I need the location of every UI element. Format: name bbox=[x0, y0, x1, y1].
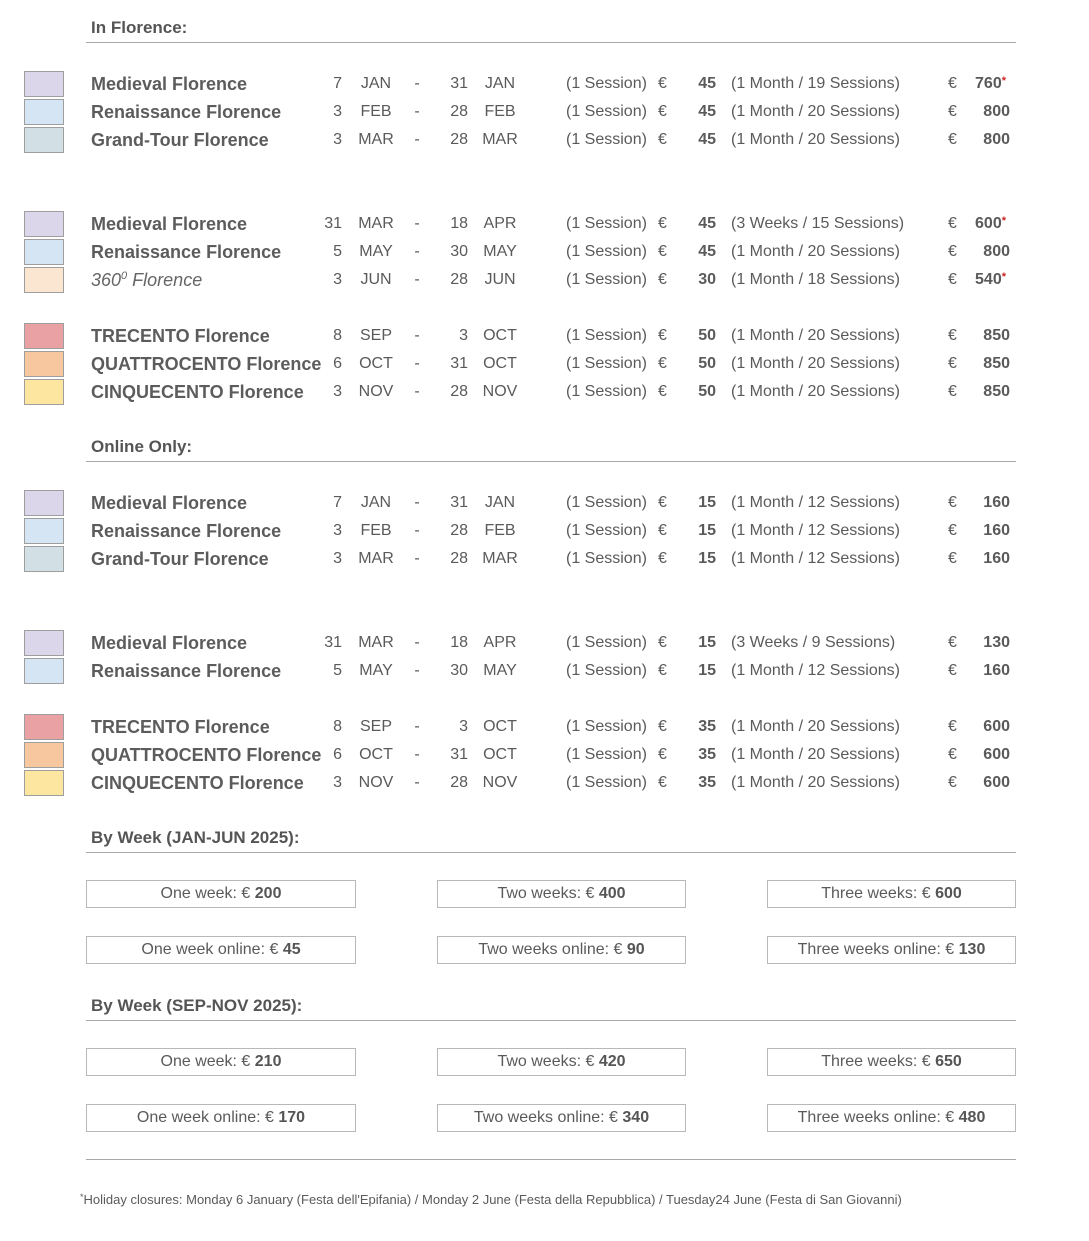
course-row bbox=[0, 126, 1089, 154]
week-price-value: 130 bbox=[958, 941, 986, 958]
week-price-box bbox=[437, 880, 686, 908]
euro-sign: € bbox=[948, 75, 957, 92]
divider bbox=[86, 1020, 1016, 1021]
session-label: (1 Session) bbox=[566, 774, 647, 791]
course-name: Grand-Tour Florence bbox=[91, 130, 269, 150]
package-label: (1 Month / 20 Sessions) bbox=[731, 327, 900, 344]
session-price: 50 bbox=[698, 355, 716, 372]
course-name: Grand-Tour Florence bbox=[91, 549, 269, 569]
package-label: (1 Month / 20 Sessions) bbox=[731, 774, 900, 791]
euro-sign: € bbox=[948, 243, 957, 260]
course-name-number: 360 bbox=[91, 270, 122, 290]
start-day: 7 bbox=[333, 75, 342, 92]
package-label: (1 Month / 19 Sessions) bbox=[731, 75, 900, 92]
session-price: 45 bbox=[698, 215, 716, 232]
euro-sign: € bbox=[948, 774, 957, 791]
end-day: 28 bbox=[450, 271, 468, 288]
course-row bbox=[0, 545, 1089, 573]
package-price: 600 bbox=[983, 718, 1010, 735]
week-price-box bbox=[767, 936, 1016, 964]
session-price: 45 bbox=[698, 131, 716, 148]
euro-sign: € bbox=[658, 718, 667, 735]
package-price-value: 540 bbox=[975, 271, 1002, 288]
week-price-box bbox=[437, 1048, 686, 1076]
session-label: (1 Session) bbox=[566, 522, 647, 539]
session-price: 15 bbox=[698, 494, 716, 511]
week-price-value: 200 bbox=[254, 885, 282, 902]
end-day: 28 bbox=[450, 131, 468, 148]
start-day: 6 bbox=[333, 355, 342, 372]
date-dash: - bbox=[414, 243, 420, 260]
package-label: (1 Month / 20 Sessions) bbox=[731, 131, 900, 148]
start-day: 3 bbox=[333, 131, 342, 148]
date-dash: - bbox=[414, 494, 420, 511]
week-price-box bbox=[86, 1104, 356, 1132]
session-price: 45 bbox=[698, 75, 716, 92]
week-price-value: 400 bbox=[598, 885, 626, 902]
date-dash: - bbox=[414, 383, 420, 400]
euro-sign: € bbox=[948, 215, 957, 232]
course-name: Medieval Florence bbox=[91, 633, 248, 653]
euro-sign: € bbox=[948, 718, 957, 735]
session-price: 35 bbox=[698, 774, 716, 791]
date-dash: - bbox=[414, 271, 420, 288]
course-row bbox=[0, 350, 1089, 378]
holiday-footnote bbox=[80, 1192, 902, 1207]
end-day: 28 bbox=[450, 774, 468, 791]
session-price: 35 bbox=[698, 718, 716, 735]
start-month: MAR bbox=[358, 131, 394, 148]
start-month: MAR bbox=[358, 634, 394, 651]
course-name: CINQUECENTO Florence bbox=[91, 382, 304, 402]
package-label: (1 Month / 20 Sessions) bbox=[731, 746, 900, 763]
start-day: 31 bbox=[324, 215, 342, 232]
package-price: 850 bbox=[983, 383, 1010, 400]
euro-sign: € bbox=[658, 131, 667, 148]
start-day: 5 bbox=[333, 243, 342, 260]
course-name: QUATTROCENTO Florence bbox=[91, 354, 322, 374]
euro-sign: € bbox=[658, 774, 667, 791]
package-price: 160 bbox=[983, 662, 1010, 679]
week-price-box bbox=[437, 936, 686, 964]
euro-sign: € bbox=[948, 494, 957, 511]
euro-sign: € bbox=[948, 746, 957, 763]
package-price bbox=[966, 215, 1006, 233]
start-day: 3 bbox=[333, 271, 342, 288]
week-price-label: Three weeks online: € bbox=[797, 941, 955, 958]
start-month: MAY bbox=[359, 662, 393, 679]
week-price-label: One week: € bbox=[160, 1053, 251, 1070]
end-day: 18 bbox=[450, 215, 468, 232]
session-label: (1 Session) bbox=[566, 355, 647, 372]
end-day: 28 bbox=[450, 522, 468, 539]
package-label: (1 Month / 20 Sessions) bbox=[731, 355, 900, 372]
start-day: 3 bbox=[333, 522, 342, 539]
week-price-value: 45 bbox=[282, 941, 301, 958]
course-name: CINQUECENTO Florence bbox=[91, 773, 304, 793]
end-day: 30 bbox=[450, 243, 468, 260]
package-price: 130 bbox=[983, 634, 1010, 651]
week-price-box bbox=[767, 1104, 1016, 1132]
course-row bbox=[0, 210, 1089, 238]
package-price: 850 bbox=[983, 355, 1010, 372]
end-month: NOV bbox=[482, 774, 518, 791]
week-price-label: Two weeks online: € bbox=[478, 941, 623, 958]
footnote-asterisk: * bbox=[80, 1192, 84, 1202]
session-label: (1 Session) bbox=[566, 215, 647, 232]
course-row bbox=[0, 517, 1089, 545]
end-month: OCT bbox=[483, 718, 517, 735]
week-price-value: 210 bbox=[254, 1053, 282, 1070]
start-day: 3 bbox=[333, 103, 342, 120]
date-dash: - bbox=[414, 662, 420, 679]
start-month: NOV bbox=[358, 774, 394, 791]
package-label: (3 Weeks / 9 Sessions) bbox=[731, 634, 896, 651]
course-name: Medieval Florence bbox=[91, 493, 248, 513]
end-month: JAN bbox=[484, 494, 516, 511]
end-month: NOV bbox=[482, 383, 518, 400]
course-row bbox=[0, 489, 1089, 517]
week-price-value: 650 bbox=[935, 1053, 962, 1070]
package-label: (3 Weeks / 15 Sessions) bbox=[731, 215, 905, 232]
package-price: 800 bbox=[983, 103, 1010, 120]
euro-sign: € bbox=[658, 355, 667, 372]
course-row bbox=[0, 741, 1089, 769]
section-title-by-week-sep-nov: By Week (SEP-NOV 2025): bbox=[91, 996, 303, 1015]
course-name: Renaissance Florence bbox=[91, 521, 282, 541]
session-price: 15 bbox=[698, 662, 716, 679]
divider bbox=[86, 852, 1016, 853]
week-price-value: 90 bbox=[626, 941, 645, 958]
euro-sign: € bbox=[658, 215, 667, 232]
week-price-box bbox=[86, 936, 356, 964]
start-month: MAR bbox=[358, 550, 394, 567]
week-price-box bbox=[767, 880, 1016, 908]
package-price: 600 bbox=[983, 746, 1010, 763]
week-price-value: 170 bbox=[278, 1109, 306, 1126]
week-price-box bbox=[86, 1048, 356, 1076]
package-label: (1 Month / 20 Sessions) bbox=[731, 103, 900, 120]
package-label: (1 Month / 12 Sessions) bbox=[731, 550, 900, 567]
end-month: JUN bbox=[484, 271, 516, 288]
date-dash: - bbox=[414, 355, 420, 372]
start-day: 8 bbox=[333, 327, 342, 344]
date-dash: - bbox=[414, 746, 420, 763]
date-dash: - bbox=[414, 718, 420, 735]
start-month: OCT bbox=[359, 355, 393, 372]
euro-sign: € bbox=[658, 494, 667, 511]
course-row bbox=[0, 322, 1089, 350]
week-price-label: Three weeks online: € bbox=[797, 1109, 955, 1126]
end-day: 31 bbox=[450, 494, 468, 511]
section-title-by-week-jan-jun: By Week (JAN-JUN 2025): bbox=[91, 828, 300, 847]
start-month: SEP bbox=[359, 718, 392, 735]
euro-sign: € bbox=[948, 634, 957, 651]
euro-sign: € bbox=[948, 355, 957, 372]
week-price-box bbox=[767, 1048, 1016, 1076]
end-month: OCT bbox=[483, 327, 517, 344]
euro-sign: € bbox=[948, 550, 957, 567]
end-month: MAR bbox=[482, 550, 518, 567]
session-price: 50 bbox=[698, 383, 716, 400]
course-name: Renaissance Florence bbox=[91, 661, 282, 681]
course-row bbox=[0, 238, 1089, 266]
date-dash: - bbox=[414, 215, 420, 232]
euro-sign: € bbox=[658, 75, 667, 92]
course-name: TRECENTO Florence bbox=[91, 326, 270, 346]
end-day: 3 bbox=[459, 718, 468, 735]
end-month: MAR bbox=[482, 131, 518, 148]
euro-sign: € bbox=[658, 746, 667, 763]
package-label: (1 Month / 12 Sessions) bbox=[731, 494, 900, 511]
course-row bbox=[0, 266, 1089, 294]
start-month: FEB bbox=[360, 103, 392, 120]
package-label: (1 Month / 20 Sessions) bbox=[731, 383, 900, 400]
course-name: Renaissance Florence bbox=[91, 242, 282, 262]
week-price-value: 420 bbox=[598, 1053, 626, 1070]
course-name bbox=[91, 270, 202, 291]
session-price: 30 bbox=[698, 271, 716, 288]
package-price: 800 bbox=[983, 131, 1010, 148]
end-day: 28 bbox=[450, 550, 468, 567]
end-month: FEB bbox=[484, 522, 516, 539]
euro-sign: € bbox=[658, 550, 667, 567]
week-price-value: 340 bbox=[622, 1109, 650, 1126]
euro-sign: € bbox=[948, 327, 957, 344]
session-price: 50 bbox=[698, 327, 716, 344]
course-name: Medieval Florence bbox=[91, 74, 248, 94]
package-price bbox=[966, 75, 1006, 93]
euro-sign: € bbox=[658, 271, 667, 288]
package-price-value: 760 bbox=[975, 75, 1002, 92]
date-dash: - bbox=[414, 634, 420, 651]
euro-sign: € bbox=[948, 131, 957, 148]
package-price: 160 bbox=[983, 522, 1010, 539]
end-day: 28 bbox=[450, 383, 468, 400]
euro-sign: € bbox=[948, 271, 957, 288]
end-month: MAY bbox=[483, 662, 517, 679]
session-label: (1 Session) bbox=[566, 746, 647, 763]
holiday-asterisk: * bbox=[1001, 75, 1006, 87]
week-price-label: Two weeks: € bbox=[497, 885, 595, 902]
start-day: 3 bbox=[333, 383, 342, 400]
euro-sign: € bbox=[658, 243, 667, 260]
package-label: (1 Month / 20 Sessions) bbox=[731, 718, 900, 735]
divider bbox=[86, 461, 1016, 462]
end-month: FEB bbox=[484, 103, 516, 120]
euro-sign: € bbox=[948, 662, 957, 679]
session-label: (1 Session) bbox=[566, 243, 647, 260]
course-name: QUATTROCENTO Florence bbox=[91, 745, 322, 765]
euro-sign: € bbox=[658, 662, 667, 679]
date-dash: - bbox=[414, 131, 420, 148]
week-price-label: Two weeks online: € bbox=[473, 1109, 618, 1126]
course-row bbox=[0, 769, 1089, 797]
week-price-label: One week online: € bbox=[141, 941, 279, 958]
start-day: 8 bbox=[333, 718, 342, 735]
start-month: JAN bbox=[360, 494, 392, 511]
end-month: OCT bbox=[483, 355, 517, 372]
week-price-label: One week online: € bbox=[136, 1109, 274, 1126]
course-row bbox=[0, 657, 1089, 685]
course-name: Renaissance Florence bbox=[91, 102, 282, 122]
course-name: Medieval Florence bbox=[91, 214, 248, 234]
end-month: OCT bbox=[483, 746, 517, 763]
end-month: JAN bbox=[484, 75, 516, 92]
date-dash: - bbox=[414, 522, 420, 539]
session-label: (1 Session) bbox=[566, 103, 647, 120]
divider bbox=[86, 42, 1016, 43]
session-label: (1 Session) bbox=[566, 634, 647, 651]
session-label: (1 Session) bbox=[566, 662, 647, 679]
session-label: (1 Session) bbox=[566, 75, 647, 92]
course-row bbox=[0, 98, 1089, 126]
euro-sign: € bbox=[658, 327, 667, 344]
session-label: (1 Session) bbox=[566, 131, 647, 148]
date-dash: - bbox=[414, 550, 420, 567]
start-month: MAR bbox=[358, 215, 394, 232]
package-price-value: 600 bbox=[975, 215, 1002, 232]
start-day: 3 bbox=[333, 550, 342, 567]
holiday-asterisk: * bbox=[1001, 215, 1006, 227]
start-month: NOV bbox=[358, 383, 394, 400]
start-month: OCT bbox=[359, 746, 393, 763]
euro-sign: € bbox=[948, 103, 957, 120]
end-day: 31 bbox=[450, 746, 468, 763]
footnote-text: Holiday closures: Monday 6 January (Festa dell'Epifania) / Monday 2 June (Festa della Repubblica) / Tuesday24 June (Festa di San Giovanni) bbox=[83, 1192, 902, 1207]
session-price: 45 bbox=[698, 103, 716, 120]
course-row bbox=[0, 629, 1089, 657]
section-title-in-florence: In Florence: bbox=[91, 18, 188, 37]
course-row bbox=[0, 713, 1089, 741]
session-price: 15 bbox=[698, 522, 716, 539]
date-dash: - bbox=[414, 327, 420, 344]
session-label: (1 Session) bbox=[566, 550, 647, 567]
end-day: 3 bbox=[459, 327, 468, 344]
course-name-rest: Florence bbox=[127, 270, 203, 290]
week-price-label: Three weeks: € bbox=[821, 1053, 931, 1070]
start-month: JUN bbox=[360, 271, 392, 288]
session-price: 15 bbox=[698, 550, 716, 567]
date-dash: - bbox=[414, 774, 420, 791]
session-label: (1 Session) bbox=[566, 718, 647, 735]
degree-superscript: 0 bbox=[121, 270, 128, 282]
week-price-value: 480 bbox=[958, 1109, 986, 1126]
start-month: MAY bbox=[359, 243, 393, 260]
start-month: FEB bbox=[360, 522, 392, 539]
start-day: 6 bbox=[333, 746, 342, 763]
end-day: 31 bbox=[450, 75, 468, 92]
start-day: 3 bbox=[333, 774, 342, 791]
section-title-online-only: Online Only: bbox=[91, 437, 193, 456]
footer-divider bbox=[86, 1159, 1016, 1160]
start-day: 7 bbox=[333, 494, 342, 511]
end-day: 18 bbox=[450, 634, 468, 651]
package-price: 160 bbox=[983, 550, 1010, 567]
week-price-label: Two weeks: € bbox=[497, 1053, 595, 1070]
end-day: 30 bbox=[450, 662, 468, 679]
session-label: (1 Session) bbox=[566, 383, 647, 400]
week-price-label: Three weeks: € bbox=[821, 885, 931, 902]
end-day: 31 bbox=[450, 355, 468, 372]
start-month: JAN bbox=[360, 75, 392, 92]
end-month: APR bbox=[483, 215, 517, 232]
week-price-value: 600 bbox=[935, 885, 962, 902]
start-day: 31 bbox=[324, 634, 342, 651]
end-day: 28 bbox=[450, 103, 468, 120]
week-price-box bbox=[86, 880, 356, 908]
date-dash: - bbox=[414, 103, 420, 120]
holiday-asterisk: * bbox=[1001, 271, 1006, 283]
end-month: APR bbox=[483, 634, 517, 651]
package-label: (1 Month / 12 Sessions) bbox=[731, 522, 900, 539]
week-price-box bbox=[437, 1104, 686, 1132]
package-price: 160 bbox=[983, 494, 1010, 511]
euro-sign: € bbox=[948, 383, 957, 400]
euro-sign: € bbox=[948, 522, 957, 539]
session-price: 45 bbox=[698, 243, 716, 260]
package-label: (1 Month / 18 Sessions) bbox=[731, 271, 900, 288]
package-label: (1 Month / 12 Sessions) bbox=[731, 662, 900, 679]
start-day: 5 bbox=[333, 662, 342, 679]
session-label: (1 Session) bbox=[566, 271, 647, 288]
package-price bbox=[966, 271, 1006, 289]
euro-sign: € bbox=[658, 103, 667, 120]
session-label: (1 Session) bbox=[566, 327, 647, 344]
package-price: 800 bbox=[983, 243, 1010, 260]
euro-sign: € bbox=[658, 522, 667, 539]
end-month: MAY bbox=[483, 243, 517, 260]
start-month: SEP bbox=[359, 327, 392, 344]
session-price: 35 bbox=[698, 746, 716, 763]
course-name: TRECENTO Florence bbox=[91, 717, 270, 737]
course-row bbox=[0, 70, 1089, 98]
package-price: 850 bbox=[983, 327, 1010, 344]
session-price: 15 bbox=[698, 634, 716, 651]
course-row bbox=[0, 378, 1089, 406]
session-label: (1 Session) bbox=[566, 494, 647, 511]
date-dash: - bbox=[414, 75, 420, 92]
week-price-label: One week: € bbox=[160, 885, 251, 902]
package-label: (1 Month / 20 Sessions) bbox=[731, 243, 900, 260]
euro-sign: € bbox=[658, 634, 667, 651]
package-price: 600 bbox=[983, 774, 1010, 791]
euro-sign: € bbox=[658, 383, 667, 400]
